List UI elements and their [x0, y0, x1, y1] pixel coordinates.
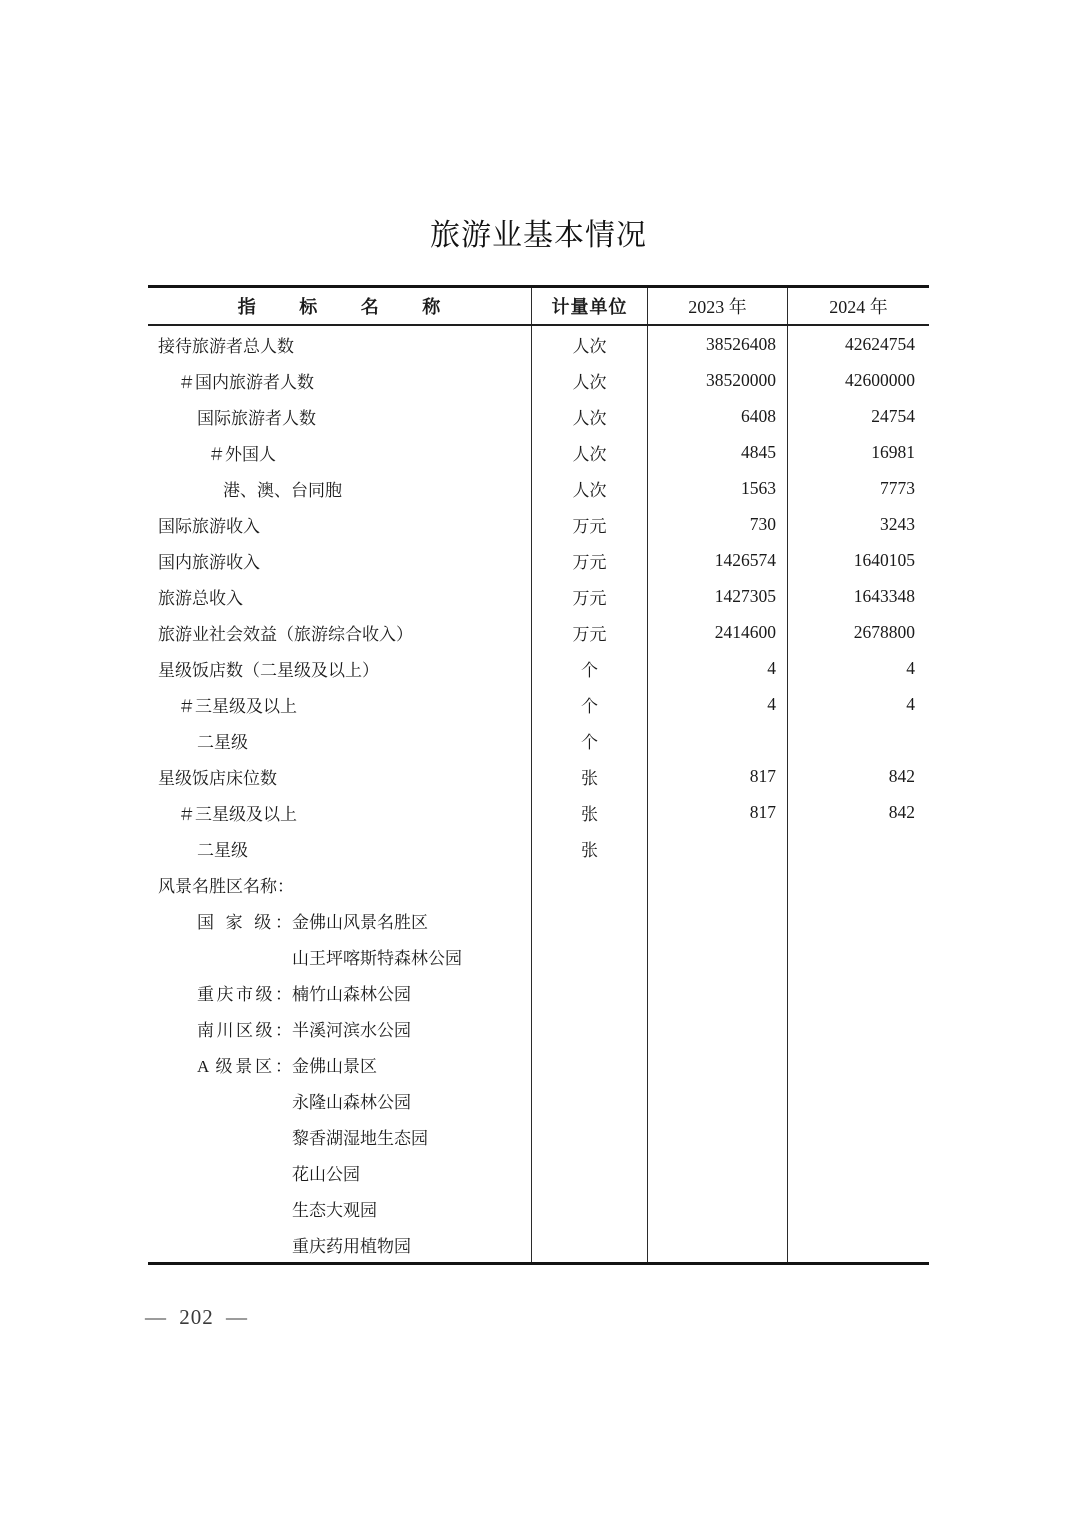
unit-cell: 人次 [532, 398, 648, 434]
scenic-area-name: 金佛山景区 [292, 1056, 377, 1076]
unit-cell [532, 938, 648, 974]
value-2023-cell: 2414600 [648, 614, 788, 650]
table-row [148, 938, 929, 974]
value-2024-cell [788, 1046, 929, 1082]
indicator-cell: ＃国内旅游者人数 [148, 362, 532, 398]
scenic-level-label: 国 家 级： [197, 912, 292, 932]
unit-cell: 人次 [532, 434, 648, 470]
unit-cell: 人次 [532, 326, 648, 362]
value-2023-cell: 6408 [648, 398, 788, 434]
indicator-cell [148, 902, 532, 938]
value-2024-cell: 4 [906, 657, 915, 678]
page-number: — 202 — [145, 1305, 248, 1329]
indicator-cell [148, 1082, 532, 1118]
indicator-cell: 二星级 [148, 830, 532, 866]
value-2024-cell: 842 [888, 765, 915, 786]
unit-cell [532, 1154, 648, 1190]
value-2023-cell [648, 1082, 788, 1118]
table-row [148, 902, 929, 938]
header-2024: 2024 年 [829, 297, 888, 317]
indicator-cell [148, 1118, 532, 1154]
unit-cell [532, 1190, 648, 1226]
value-2024-cell: 1643348 [853, 585, 915, 606]
value-2023-cell [648, 1046, 788, 1082]
value-2023-cell [648, 830, 788, 866]
unit-cell [532, 1010, 648, 1046]
indicator-cell: 星级饭店床位数 [148, 758, 532, 794]
value-2023-cell: 4 [648, 686, 788, 722]
value-2023-cell: 730 [648, 506, 788, 542]
indicator-cell: 旅游业社会效益（旅游综合收入） [148, 614, 532, 650]
indicator-cell: ＃三星级及以上 [148, 794, 532, 830]
value-2023-cell [648, 1118, 788, 1154]
unit-cell: 张 [532, 830, 648, 866]
table-row [148, 1010, 929, 1046]
indicator-cell [148, 1190, 532, 1226]
indicator-cell [148, 938, 532, 974]
unit-cell [532, 1118, 648, 1154]
table-row [148, 1118, 929, 1154]
table-row [148, 722, 929, 758]
unit-cell [532, 1226, 648, 1262]
unit-cell [532, 1082, 648, 1118]
table-row [148, 326, 929, 362]
value-2024-cell [788, 1010, 929, 1046]
unit-cell: 张 [532, 758, 648, 794]
value-2024-cell [788, 1082, 929, 1118]
indicator-cell [148, 1046, 532, 1082]
scenic-area-name: 生态大观园 [292, 1200, 377, 1220]
value-2024-cell: 2678800 [853, 621, 915, 642]
unit-cell [532, 866, 648, 902]
value-2024-cell: 16981 [871, 441, 915, 462]
table-row [148, 434, 929, 470]
indicator-cell: ＃外国人 [148, 434, 532, 470]
value-2023-cell [648, 866, 788, 902]
table-row [148, 1226, 929, 1262]
value-2023-cell: 1426574 [648, 542, 788, 578]
page-title: 旅游业基本情况 [430, 219, 647, 252]
value-2024-cell [788, 1226, 929, 1262]
value-2023-cell: 817 [648, 758, 788, 794]
table-row [148, 686, 929, 722]
unit-cell [532, 974, 648, 1010]
table-body [148, 326, 929, 1262]
value-2024-cell [788, 1154, 929, 1190]
unit-cell: 人次 [532, 470, 648, 506]
value-2023-cell [648, 1154, 788, 1190]
scenic-area-name: 山王坪喀斯特森林公园 [292, 948, 462, 968]
value-2024-cell: 4 [906, 693, 915, 714]
value-2023-cell: 1427305 [648, 578, 788, 614]
scenic-area-name: 黎香湖湿地生态园 [292, 1128, 428, 1148]
table-header-row [148, 288, 929, 326]
value-2024-cell: 3243 [880, 513, 915, 534]
unit-cell: 万元 [532, 542, 648, 578]
value-2023-cell [648, 1010, 788, 1046]
value-2023-cell: 4 [648, 650, 788, 686]
value-2024-cell [788, 938, 929, 974]
unit-cell: 个 [532, 650, 648, 686]
value-2024-cell [788, 1118, 929, 1154]
value-2024-cell: 24754 [871, 405, 915, 426]
scenic-area-name: 重庆药用植物园 [292, 1236, 411, 1256]
value-2023-cell [648, 902, 788, 938]
value-2023-cell: 4845 [648, 434, 788, 470]
table-row [148, 470, 929, 506]
indicator-cell: 星级饭店数（二星级及以上） [148, 650, 532, 686]
value-2024-cell [788, 974, 929, 1010]
unit-cell: 个 [532, 722, 648, 758]
table-row [148, 866, 929, 902]
scenic-level-label: A 级景区： [197, 1056, 292, 1076]
header-indicator: 指 标 名 称 [148, 288, 532, 324]
table-row [148, 398, 929, 434]
unit-cell: 万元 [532, 614, 648, 650]
unit-cell [532, 1046, 648, 1082]
unit-cell: 人次 [532, 362, 648, 398]
table-row [148, 830, 929, 866]
value-2023-cell: 38526408 [648, 326, 788, 362]
value-2023-cell [648, 1226, 788, 1262]
scenic-area-name: 花山公园 [292, 1164, 360, 1184]
value-2024-cell [788, 866, 929, 902]
value-2024-cell: 7773 [880, 477, 915, 498]
scenic-area-name: 金佛山风景名胜区 [292, 912, 428, 932]
value-2023-cell [648, 938, 788, 974]
unit-cell [532, 902, 648, 938]
table-row [148, 758, 929, 794]
header-unit: 计量单位 [532, 288, 648, 324]
table-row [148, 542, 929, 578]
indicator-cell: 港、澳、台同胞 [148, 470, 532, 506]
unit-cell: 个 [532, 686, 648, 722]
indicator-cell: 国际旅游收入 [148, 506, 532, 542]
value-2024-cell: 42600000 [845, 369, 915, 390]
scenic-area-name: 半溪河滨水公园 [292, 1020, 411, 1040]
indicator-cell: 接待旅游者总人数 [148, 326, 532, 362]
table-row [148, 1046, 929, 1082]
value-2023-cell: 38520000 [648, 362, 788, 398]
indicator-cell: 国内旅游收入 [148, 542, 532, 578]
table-row [148, 1190, 929, 1226]
unit-cell: 张 [532, 794, 648, 830]
indicator-cell: ＃三星级及以上 [148, 686, 532, 722]
value-2024-cell [788, 902, 929, 938]
value-2023-cell [648, 974, 788, 1010]
table-row [148, 794, 929, 830]
indicator-cell: 风景名胜区名称： [148, 866, 532, 902]
value-2024-cell [788, 722, 929, 758]
value-2023-cell: 817 [648, 794, 788, 830]
value-2024-cell [788, 830, 929, 866]
indicator-cell: 国际旅游者人数 [148, 398, 532, 434]
value-2023-cell [648, 1190, 788, 1226]
indicator-cell: 旅游总收入 [148, 578, 532, 614]
table-row [148, 650, 929, 686]
value-2023-cell: 1563 [648, 470, 788, 506]
value-2023-cell [648, 722, 788, 758]
value-2024-cell [788, 1190, 929, 1226]
unit-cell: 万元 [532, 506, 648, 542]
table-row [148, 974, 929, 1010]
value-2024-cell: 42624754 [845, 333, 915, 354]
scenic-area-name: 永隆山森林公园 [292, 1092, 411, 1112]
value-2024-cell: 1640105 [853, 549, 915, 570]
unit-cell: 万元 [532, 578, 648, 614]
indicator-cell [148, 1226, 532, 1262]
table-row [148, 614, 929, 650]
tourism-table [148, 285, 929, 1265]
indicator-cell [148, 1010, 532, 1046]
scenic-level-label: 南川区级： [197, 1020, 292, 1040]
table-row [148, 1154, 929, 1190]
table-row [148, 506, 929, 542]
header-2023: 2023 年 [648, 288, 788, 324]
scenic-area-name: 楠竹山森林公园 [292, 984, 411, 1004]
indicator-cell [148, 974, 532, 1010]
table-row [148, 1082, 929, 1118]
indicator-cell: 二星级 [148, 722, 532, 758]
indicator-cell [148, 1154, 532, 1190]
value-2024-cell: 842 [888, 801, 915, 822]
table-row [148, 578, 929, 614]
table-row [148, 362, 929, 398]
scenic-level-label: 重庆市级： [197, 984, 292, 1004]
